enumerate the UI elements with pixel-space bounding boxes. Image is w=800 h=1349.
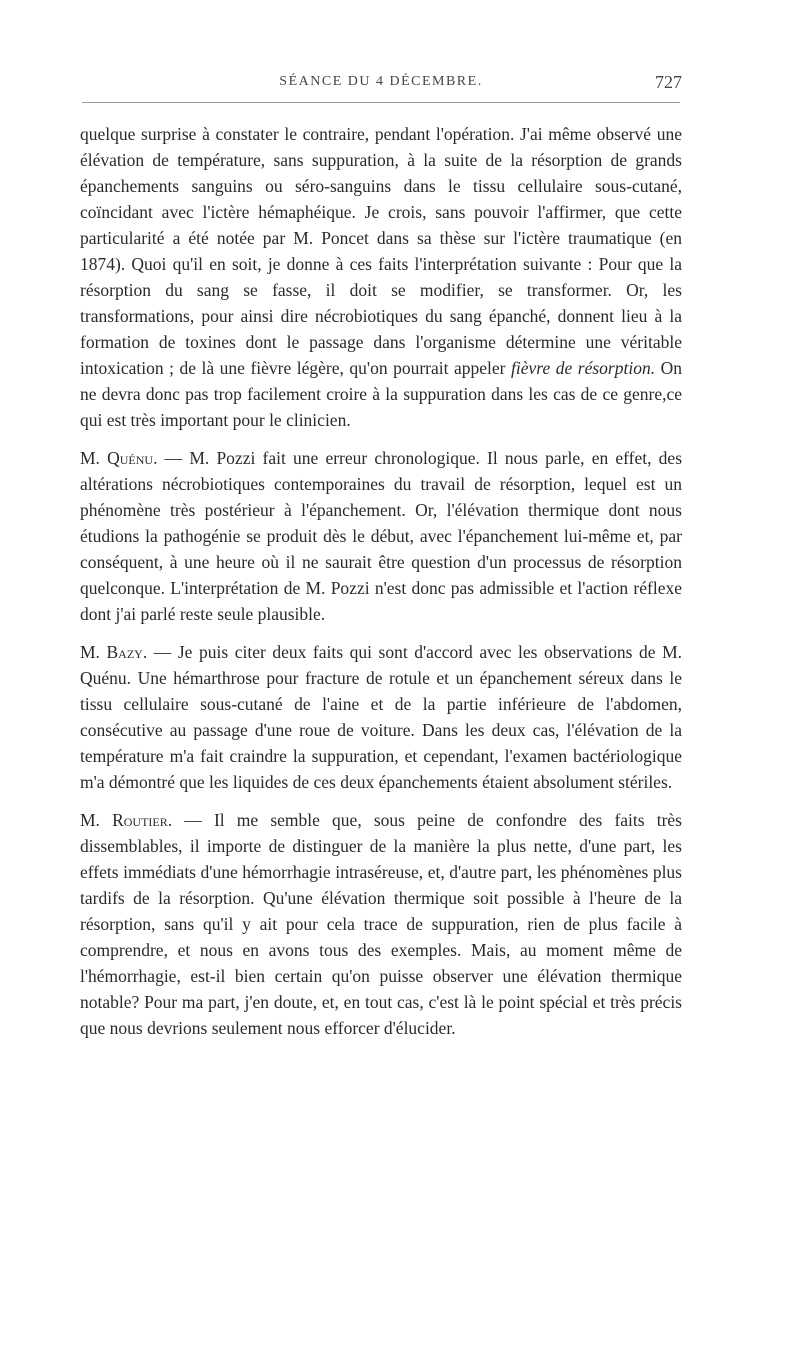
paragraph-text: — Il me semble que, sous peine de confondre des faits très dissemblables, il importe de distinguer de la manière la plus nette, d'une part, les effets immédiats d'une hémorrhagie intraséreuse, et, d'autre part, les phénomènes plus tardifs de la résorption. Qu'une élévation thermique soit possible à l'heure de la résorption, sans qu'il y ait pour cela trace de suppuration, rien de plus facile à comprendre, et nous en avons tous des exemples. Mais, au moment même de l'hémorrhagie, est-il bien certain qu'on puisse observer une élévation thermique notable? Pour ma part, j'en doute, et, en tout cas, c'est là le point spécial et très précis que nous devrions seulement nous efforcer d'élucider. <box>80 810 682 1038</box>
paragraph-pozzi-continuation <box>80 121 682 433</box>
paragraph-text: — Je puis citer deux faits qui sont d'accord avec les observations de M. Quénu. Une hémarthrose pour fracture de rotule et un épanchement séreux dans le tissu cellulaire sous-cutané de l'aine et de la partie inférieure de l'abdomen, consécutive au passage d'une roue de voiture. Dans les deux cas, l'élévation de la température m'a fait craindre la suppuration, et cependant, l'examen bactériologique m'a démontré que les liquides de ces deux épanchements étaient absolument stériles. <box>80 642 683 792</box>
speaker-prefix: M. <box>80 642 100 662</box>
speaker-name: Quénu. <box>107 448 158 468</box>
speaker-prefix: M. <box>80 810 100 830</box>
paragraph-text: quelque surprise à constater le contraire, pendant l'opération. J'ai même observé une élévation de température, sans suppuration, à la suite de la résorption de grands épanchements sanguins ou séro-sanguins dans le tissu cellulaire sous-cutané, coïncidant avec l'ictère hémaphéique. Je crois, sans pouvoir l'affirmer, que cette particularité a été notée par M. Poncet dans sa thèse sur l'ictère traumatique (en 1874). Quoi qu'il en soit, je donne à ces faits l'interprétation suivante : Pour que la résorption du sang se fasse, il doit se modifier, se transformer. Or, les transformations, pour ainsi dire nécrobiotiques du sang épanché, donnent lieu à la formation de toxines dont le passage dans l'organisme détermine une véritable intoxication ; de là une fièvre légère, qu'on pourrait appeler <box>80 124 682 378</box>
speaker-name: Routier. <box>112 810 173 830</box>
speaker-prefix: M. <box>80 448 100 468</box>
paragraph-text: On ne devra donc pas trop facilement croire à la suppuration dans les cas de ce genre,ce qui est très important pour le clinicien. <box>80 358 683 430</box>
paragraph-quenu <box>80 445 682 627</box>
italic-term: fièvre de résorption. <box>511 358 656 378</box>
running-title: SÉANCE DU 4 DÉCEMBRE. <box>279 74 483 89</box>
page-number: 727 <box>655 72 682 92</box>
paragraph-text: — M. Pozzi fait une erreur chronologique. Il nous parle, en effet, des altérations nécrobiotiques contemporaines du travail de résorption, lequel est un phénomène très postérieur à l'épanchement. Or, l'élévation thermique dont nous étudions la pathogénie se produit dès le début, avec l'épanchement lui-même et, par conséquent, à une heure où il ne saurait être question d'un processus de résorption quelconque. L'interprétation de M. Pozzi n'est donc pas admissible et l'action réflexe dont j'ai parlé reste seule plausible. <box>80 448 683 624</box>
header-rule <box>82 102 680 103</box>
paragraph-bazy <box>80 639 682 795</box>
running-header <box>80 74 682 96</box>
paragraph-routier <box>80 807 682 1041</box>
text-body <box>80 121 682 1041</box>
speaker-name: Bazy. <box>106 642 148 662</box>
